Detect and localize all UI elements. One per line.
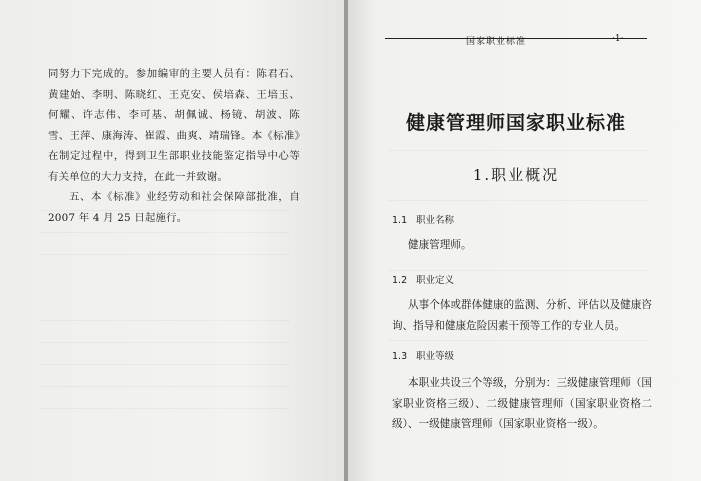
left-page-text [48,64,300,228]
subsection-title: 职业定义 [416,275,455,286]
occupation-definition-text: 从事个体或群体健康的监测、分析、评估以及健康咨询、指导和健康危险因素干预等工作的专业人员。 [392,299,652,332]
subsection-number: 1.2 [392,275,408,286]
subsection-body [392,373,652,435]
effective-date-paragraph: 五、本《标准》业经劳动和社会保障部批准，自2007 年 4 月 25 日起施行。 [48,191,300,224]
subsection-title: 职业等级 [416,351,455,362]
page-number: ·1· [612,34,624,44]
subsection-body [392,235,652,256]
document-title: 健康管理师国家职业标准 [405,112,626,134]
acknowledgement-paragraph: 同努力下完成的。参加编审的主要人员有：陈君石、黄建始、李明、陈晓红、王克安、侯培森、王培玉、何耀、许志伟、李可基、胡佩诚、杨镜、胡波、陈雪、王萍、康海涛、崔霞、曲爽、靖瑞锋。本《标准》在制定过程中，得到卫生部职业技能鉴定指导中心等有关单位的大力支持，在此一并致谢。 [48,68,300,183]
section-title: 1.职业概况 [472,166,560,184]
subsection-number: 1.1 [392,215,408,226]
left-page [0,0,344,481]
occupation-name-text: 健康管理师。 [408,239,472,251]
occupation-levels-text: 本职业共设三个等级，分别为：三级健康管理师（国家职业资格三级）、二级健康管理师（国家职业资格二级）、一级健康管理师（国家职业资格一级）。 [392,377,652,430]
subsection-heading [392,272,454,286]
subsection-heading [392,348,454,362]
running-header-title: 国家职业标准 [466,37,527,47]
subsection-title: 职业名称 [416,215,455,226]
subsection-body [392,295,652,336]
subsection-heading [392,212,454,226]
subsection-number: 1.3 [392,351,408,362]
